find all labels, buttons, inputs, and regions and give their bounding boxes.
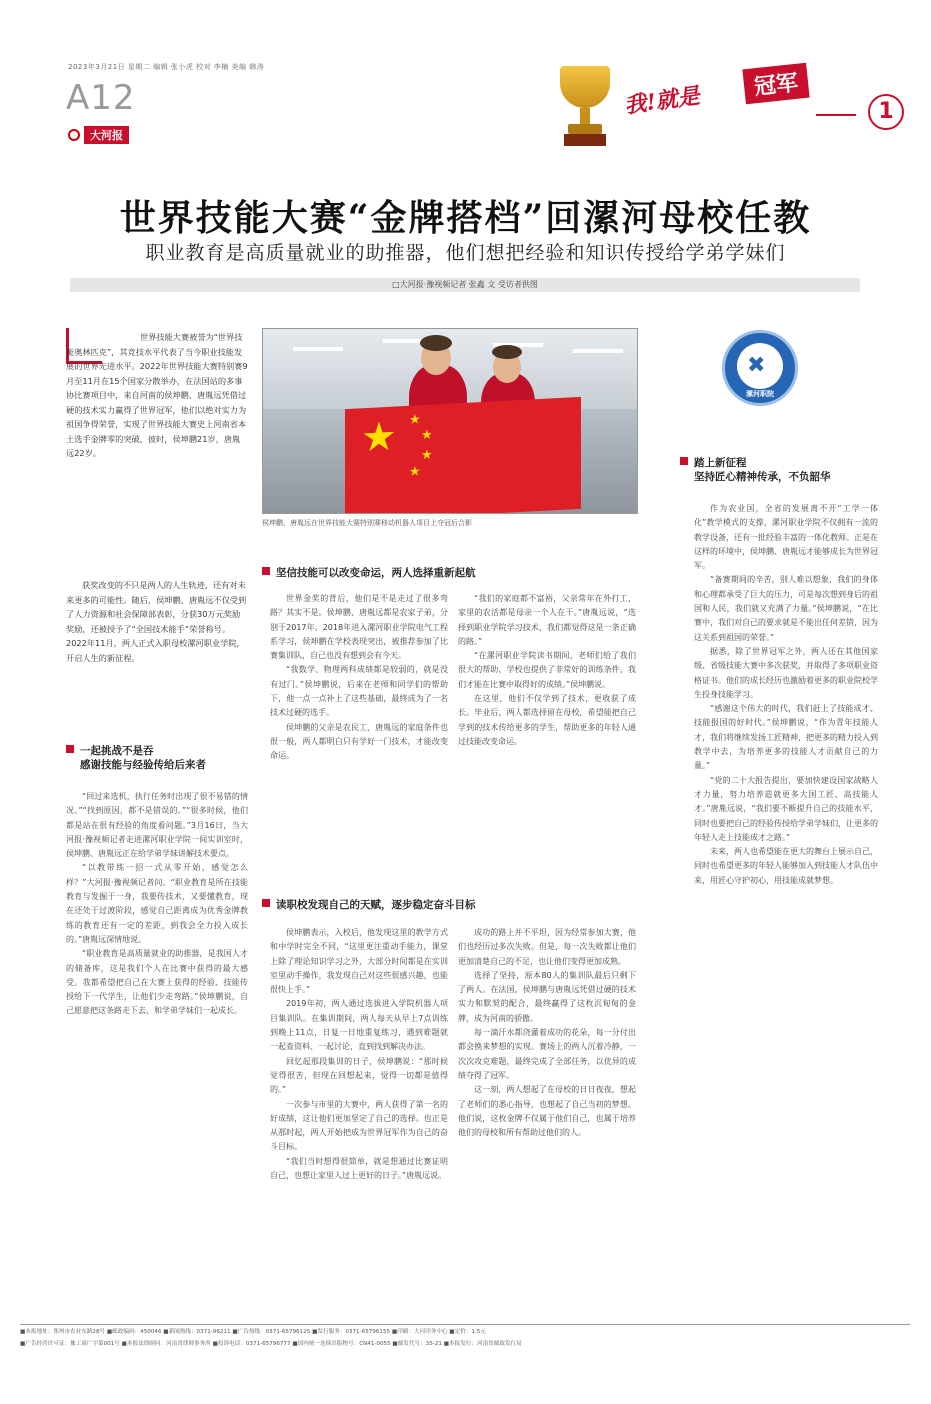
school-badge [722, 330, 798, 406]
banner-phrase: 我!就是 [622, 82, 702, 120]
banner-tag: 冠军 [742, 63, 809, 104]
badge-text: 漯河职院 [746, 390, 774, 398]
section-body-1 [66, 790, 248, 1312]
footer-divider [20, 1324, 910, 1325]
lead-paragraph-2: 获奖改变的不只是两人的人生轨迹，还有对未来更多的可能性。随后，侯坤鹏、唐胤远不仅受到了人力资源和社会保障部表彰，分获30万元奖励奖励，还被授予了“全国技术能手”荣誉称号。2022年11月，两人正式入职母校漯河职业学院，开启人生的新征程。 [66, 580, 247, 663]
brand-name: 大河报 [84, 126, 129, 144]
paragraph: “职业教育是高质量就业的助推器，是我国人才的储备库，这是我们个人在比赛中获得的最大感受。我都希望把自己在大赛上获得的经验、技能传授给下一代学生，让他们少走弯路。”侯坤鹏说，自己愿意把这条路走下去，和学弟学妹们一起成长。 [66, 949, 248, 1016]
trophy-icon [554, 66, 616, 148]
section-body-3b [458, 926, 636, 1312]
paragraph: 回忆起那段集训的日子，侯坤鹏说：“那时候觉得很苦，但现在回想起来，觉得一切都是值得的。” [270, 1056, 448, 1095]
paragraph: 世界金奖的背后，他们是不是走过了很多弯路？其实不是。侯坤鹏、唐胤远都是农家子弟，分别于2017年、2018年进入漯河职业学院电气工程系学习，侯坤鹏在学校表现突出，被推荐参加了比赛集训队，自己也没有想到会有今天。 [270, 594, 448, 661]
paragraph: “我们当时想得很简单，就是想通过比赛证明自己，也想让家里人过上更好的日子。”唐胤远说。 [270, 1156, 448, 1181]
page-number: A12 [66, 78, 136, 118]
byline: □大河报·豫视频记者 张鑫 文 受访者供图 [70, 278, 860, 292]
headline: 世界技能大赛“金牌搭档”回漯河母校任教 [119, 197, 812, 239]
dateline: 2023年3月21日 星期二 编辑 张小虎 校对 李楠 美编 韩涛 [68, 63, 265, 71]
paragraph: “党的二十大报告提出，要加快建设国家战略人才力量，努力培养造就更多大国工匠、高技能人才。”唐胤远说，“我们要不断提升自己的技能水平，同时也要把自己的经验传授给学弟学妹们，让更多的年轻人走上技能成才之路。” [694, 775, 878, 842]
footer-line-2: ■广告经营许可证：豫工商广字第001号 ■本报法律顾问：河南省律师事务所 ■投诉电话：0371-65796777 ■国内统一连续出版物号：CN41-0055 ■邮发代号：35-21 ■本报发行：河南省邮政发行局 [20, 1341, 522, 1347]
paragraph: 作为农业国，全省的发展离不开“工学一体化”教学模式的支撑，漯河职业学院不仅拥有一流的教学设备，还有一批经验丰富的一体化教师。正是在这样的环境中，侯坤鹏、唐胤远才能够成长为世界冠军。 [694, 504, 878, 571]
paragraph: 一次参与市里的大赛中，两人获得了第一名的好成绩，这让他们更加坚定了自己的选择。也正是从那时起，两人开始把成为世界冠军作为自己的奋斗目标。 [270, 1099, 448, 1152]
paragraph: 侯坤鹏表示，入校后，他发现这里的教学方式和中学时完全不同，“这里更注重动手能力，课堂上除了理论知识学习之外，大部分时间都是在实训室里动手操作，我发现自己对这些很感兴趣，也能很快上手。” [270, 928, 448, 995]
section-heading-3: 读职校发现自己的天赋，逐步稳定奋斗目标 [262, 898, 638, 912]
paragraph: 每一滴汗水都浇灌着成功的花朵，每一分付出都会换来梦想的实现。赛场上的两人沉着冷静，一次次攻克难题，最终完成了全部任务，以优异的成绩夺得了冠军。 [458, 1028, 636, 1080]
paragraph: 这一刻，两人想起了在母校的日日夜夜，想起了老师们的悉心指导，也想起了自己当初的梦想。他们说，这枚金牌不仅属于他们自己，也属于培养他们的母校和所有帮助过他们的人。 [458, 1085, 636, 1138]
subheadline: 职业教育是高质量就业的助推器，他们想把经验和知识传授给学弟学妹们 [145, 242, 786, 264]
section-heading-2: 坚信技能可以改变命运，两人选择重新起航 [262, 566, 638, 580]
footer-line-1: ■本报地址：郑州市农业东路28号 ■邮政编码：450046 ■新闻热线：0371-96211 ■广告热线：0371-65796125 ■发行服务：0371-65796155 ■印刷：大河印务中心 ■定价：1.5元 [20, 1329, 486, 1335]
section-body-2a [270, 592, 448, 856]
section-body-4 [694, 502, 878, 1312]
article-photo [262, 328, 638, 514]
paragraph: “我数学、物理两科成绩都是较弱的，就是没有过门。”侯坤鹏说，后来在老师和同学们的帮助下，他一点一点补上了这些基础，最终成为了一名技术过硬的选手。 [270, 665, 448, 718]
paragraph: 成功的路上并不平坦，因为经常参加大赛，他们也经历过多次失败。但是，每一次失败都让他们更加清楚自己的不足，也让他们变得更加成熟。 [458, 928, 636, 966]
section-body-2b [458, 592, 636, 856]
paragraph: “在漯河职业学院读书期间，老师们给了我们很大的帮助，学校也提供了非常好的训练条件，我们才能在比赛中取得好的成绩。”侯坤鹏说。 [458, 651, 636, 689]
paragraph: “回过来选机，执行任务时出现了很不易错的情况。”“找到原因，都不是错误的。”“很多时候，他们都是站在很有经验的角度看问题。”3月16日，当大河报·豫视频记者走进漯河职业学院一间实训室时，侯坤鹏、唐胤远正在给学弟学妹讲解技术要点。 [66, 792, 248, 859]
section-body-3a [270, 926, 448, 1312]
section-heading-4: 踏上新征程 坚持匠心精神传承，不负韶华 [680, 456, 880, 484]
paragraph: 在这里，他们不仅学到了技术，更收获了成长。毕业后，两人都选择留在母校，希望能把自己学到的技术传给更多的学生，帮助更多的年轻人通过技能改变命运。 [458, 694, 636, 746]
wrench-icon: ✖ [747, 353, 766, 378]
lead-paragraph: 世界技能大赛被誉为“世界技能奥林匹克”，其竞技水平代表了当今职业技能发展的世界先进水平。2022年世界技能大赛特别赛9月至11月在15个国家分散举办，在法国站的多事协比赛项目中，来自河南的侯坤鹏、唐胤远凭借过硬的技术实力赢得了世界冠军，他们以绝对实力为祖国争得荣誉，实现了世界技能大赛史上河南省本土选手金牌零的突破，彼时，侯坤鹏21岁，唐胤远22岁。 [66, 332, 248, 458]
national-flag: ★ ★ ★ ★ ★ [345, 397, 581, 514]
paragraph: 据悉，除了世界冠军之外，两人还在其他国家级、省级技能大赛中多次获奖，并取得了多项职业资格证书。他们的成长经历也激励着更多的职业院校学生投身技能学习。 [694, 646, 878, 699]
champion-series-banner [548, 62, 918, 152]
section-heading-1: 一起挑战不是吞 感谢技能与经验传给后来者 [66, 744, 248, 772]
arrow-icon [816, 114, 856, 116]
paragraph: 未来，两人也希望能在更大的舞台上展示自己，同时也希望更多的年轻人能够加入到技能人才队伍中来，用匠心守护初心，用技能成就梦想。 [694, 847, 878, 885]
paragraph: “备赛期间的辛苦，别人难以想象，我们的身体和心理都承受了巨大的压力，可是每次想到身后的祖国和人民，我们就又充满了力量。”侯坤鹏说，“在比赛中，我们对自己的要求就是不能出任何差错，因为这关系到祖国的荣誉。” [694, 575, 878, 642]
paragraph: “我们的家庭都不富裕，父亲常年在外打工，家里的农活都是母亲一个人在干。”唐胤远说，“选择到职业学院学习技术，我们都觉得这是一条正确的路。” [458, 594, 636, 646]
series-number: 1 [868, 94, 904, 130]
photo-caption: 侯坤鹏、唐胤远在世界技能大赛特别赛移动机器人项目上夺冠后合影 [262, 519, 472, 527]
paragraph: “感谢这个伟大的时代，我们赶上了技能成才、技能报国的好时代。”侯坤鹏说，“作为青年技能人才，我们将继续发扬工匠精神，把更多的精力投入到教学中去，为培养更多的技能人才贡献自己的力量。” [694, 704, 878, 771]
paragraph: 2019年初，两人通过选拔进入学院机器人项目集训队。在集训期间，两人每天从早上7点训练到晚上11点，日复一日地重复练习，遇到难题就一起查资料、一起讨论，直到找到解决办法。 [270, 999, 448, 1052]
paragraph: 选择了坚持，原本80人的集训队最后只剩下了两人。在法国，侯坤鹏与唐胤远凭借过硬的技术实力和默契的配合，最终赢得了这枚沉甸甸的金牌，成为河南的骄傲。 [458, 970, 636, 1023]
brand-logo-icon [68, 129, 80, 141]
masthead-brand [68, 126, 129, 144]
paragraph: 侯坤鹏的父亲是农民工，唐胤远的家庭条件也很一般，两人都明白只有学好一门技术，才能改变命运。 [270, 722, 448, 761]
paragraph: “以教带练一招一式从零开始，感觉怎么样？”大河报·豫视频记者问。“职业教育是所在技能教育与发掘于一身，我要传技术，又要懂教育，现在还处于过渡阶段，感觉自己距离成为优秀金牌教练的教育还有一定的差距，到我会全力投入成长的。”唐胤远深情地说。 [66, 863, 248, 944]
